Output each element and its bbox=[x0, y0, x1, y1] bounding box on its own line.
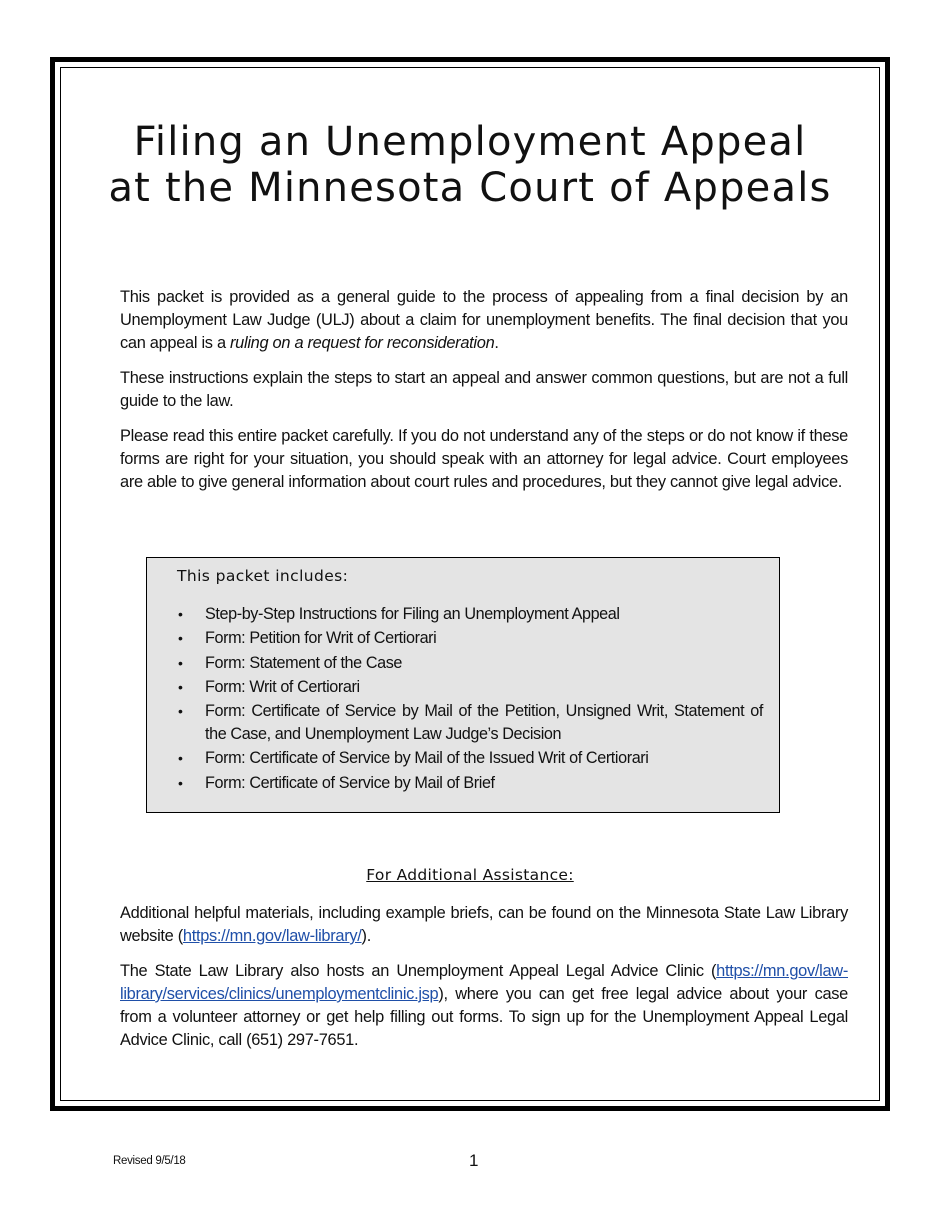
law-library-link[interactable]: https://mn.gov/law-library/ bbox=[182, 927, 362, 945]
document-title bbox=[61, 120, 879, 210]
intro-text: This packet is provided as a general guide to the process of appealing from a final decision by an Unemployment Law Judge (ULJ) about a claim for unemployment benefits. The final decision that you can appeal is a bbox=[120, 288, 848, 352]
page-inner-border bbox=[60, 67, 880, 1101]
packet-includes-heading: This packet includes: bbox=[177, 567, 349, 585]
clinic-link[interactable]: https://mn.gov/law-library/services/clinics/unemploymentclinic.jsp bbox=[120, 962, 848, 1003]
list-item: • Form: Writ of Certiorari bbox=[147, 676, 763, 699]
clinic-text-end: ), where you can get free legal advice about your case from a volunteer attorney or get help filling out forms. To sign up for the Unemployment Appeal Legal Advice Clinic, call (651) 297-7651. bbox=[120, 985, 848, 1049]
intro-paragraph-purpose bbox=[120, 286, 848, 355]
page-number: 1 bbox=[469, 1151, 479, 1170]
list-item: • Form: Certificate of Service by Mail of the Issued Writ of Certiorari bbox=[147, 747, 763, 770]
assistance-text: Additional helpful materials, including example briefs, can be found on the Minnesota State Law Library website ( bbox=[120, 904, 848, 945]
intro-paragraph-advice: Please read this entire packet carefully. If you do not understand any of the steps or do not know if these forms are right for your situation, you should speak with an attorney for legal advice. Court employees are able to give general information about court rules and procedures, but they cannot give legal advice. bbox=[120, 427, 848, 491]
assistance-paragraph-clinic bbox=[120, 960, 848, 1052]
assistance-paragraph-materials bbox=[120, 902, 848, 948]
revision-date: Revised 9/5/18 bbox=[113, 1155, 186, 1167]
title-line-2: at the Minnesota Court of Appeals bbox=[108, 165, 832, 211]
intro-paragraph-scope: These instructions explain the steps to start an appeal and answer common questions, but are not a full guide to the law. bbox=[120, 369, 848, 410]
intro-text-end: . bbox=[494, 334, 499, 352]
list-item: • Form: Petition for Writ of Certiorari bbox=[147, 627, 763, 650]
clinic-text: The State Law Library also hosts an Unemployment Appeal Legal Advice Clinic ( bbox=[120, 962, 717, 980]
list-item: • Form: Certificate of Service by Mail of Brief bbox=[147, 772, 763, 795]
assistance-text-end: ). bbox=[361, 927, 371, 945]
list-item: • Form: Statement of the Case bbox=[147, 652, 763, 675]
list-item: • Form: Certificate of Service by Mail of the Petition, Unsigned Writ, Statement of the Case, and Unemployment Law Judge’s Decision bbox=[147, 700, 763, 746]
assistance-heading: For Additional Assistance: bbox=[366, 866, 574, 884]
intro-emphasis: ruling on a request for reconsideration bbox=[230, 334, 495, 352]
list-item: • Step-by-Step Instructions for Filing an Unemployment Appeal bbox=[147, 603, 763, 626]
packet-includes-box bbox=[146, 557, 780, 813]
packet-includes-list bbox=[147, 603, 763, 796]
title-line-1: Filing an Unemployment Appeal bbox=[133, 119, 807, 165]
page-border bbox=[50, 57, 890, 1111]
